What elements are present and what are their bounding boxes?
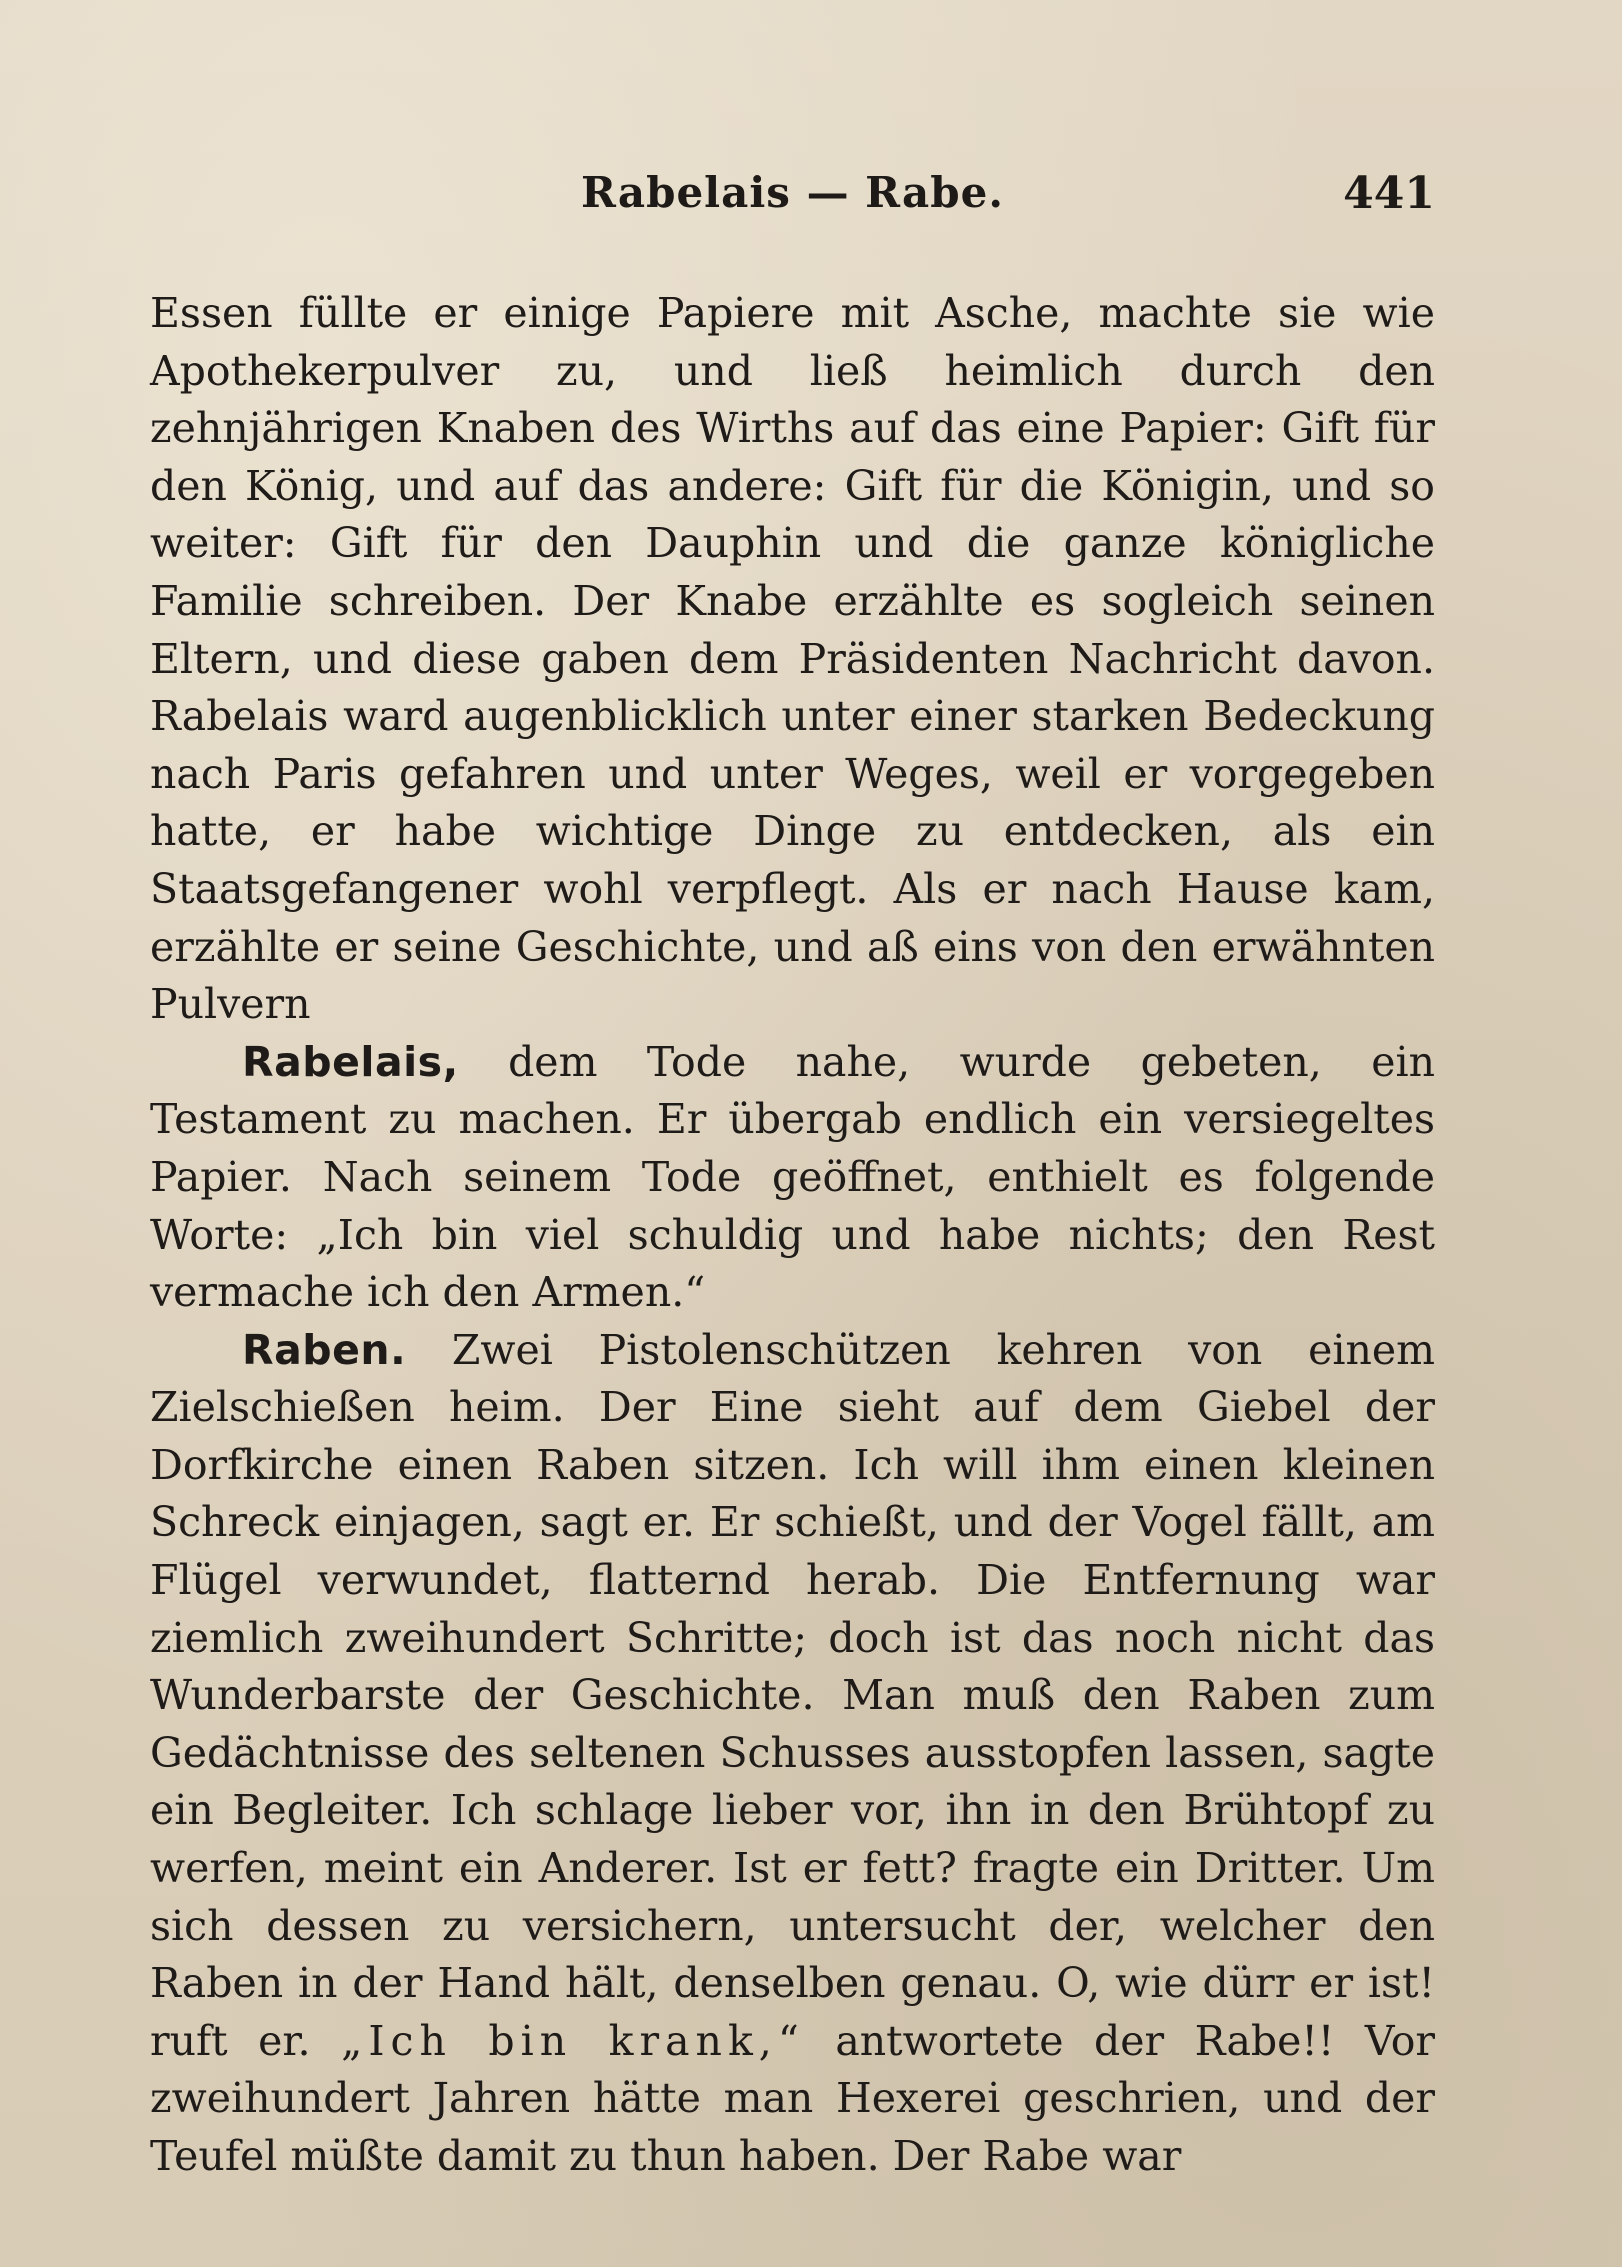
paragraph-text: Zwei Pistolenschützen kehren von einem Zielschießen heim. Der Eine sieht auf dem Giebel der Dorfkirche einen Raben sitzen. Ich will ihm einen kleinen Schreck einjagen, sagt er. Er schießt, und der Vogel fällt, am Flügel verwundet, flatternd herab. Die Entfernung war ziemlich zweihundert Schritte; doch ist das noch nicht das Wunderbarste der Geschichte. Man muß den Raben zum Gedächtnisse des seltenen Schusses ausstopfen lassen, sagte ein Begleiter. Ich schlage lieber vor, ihn in den Brühtopf zu werfen, meint ein Anderer. Ist er fett? fragte ein Dritter. Um sich dessen zu versichern, untersucht der, welcher den Raben in der Hand hält, denselben genau. O, wie dürr er ist! ruft er. [150, 1325, 1435, 2065]
entry-rabelais [150, 1034, 1435, 1322]
entry-lemma: Rabelais, [242, 1037, 459, 1086]
entry-raben [150, 1322, 1435, 2186]
body-text [150, 285, 1435, 2186]
page-header [150, 168, 1435, 238]
page-number: 441 [1343, 168, 1435, 219]
entry-lemma: Raben. [242, 1325, 407, 1374]
running-title: Rabelais — Rabe. [581, 168, 1004, 217]
paragraph-text: dem Tode nahe, wurde gebeten, ein Testament zu machen. Er übergab endlich ein versiegeltes Papier. Nach seinem Tode geöffnet, enthielt es folgende Worte: „Ich bin viel schuldig und habe nichts; den Rest vermache ich den Armen.“ [150, 1037, 1435, 1317]
paragraph-text: Essen füllte er einige Papiere mit Asche, machte sie wie Apothekerpulver zu, und ließ heimlich durch den zehnjährigen Knaben des Wirths auf das eine Papier: Gift für den König, und auf das andere: Gift für die Königin, und so weiter: Gift für den Dauphin und die ganze königliche Familie schreiben. Der Knabe erzählte es sogleich seinen Eltern, und diese gaben dem Präsidenten Nachricht davon. Rabelais ward augenblicklich unter einer starken Bedeckung nach Paris gefahren und unter Weges, weil er vorgegeben hatte, er habe wichtige Dinge zu entdecken, als ein Staatsgefangener wohl verpflegt. Als er nach Hause kam, erzählte er seine Geschichte, und aß eins von den erwähnten Pulvern [150, 289, 1435, 1029]
paragraph-text-after: antwortete der Rabe!! Vor zweihundert Jahren hätte man Hexerei geschrien, und der Teufel müßte damit zu thun haben. Der Rabe war [150, 2016, 1435, 2180]
spaced-quote: „Ich bin krank,“ [341, 2016, 805, 2065]
paragraph-continuation [150, 285, 1435, 1034]
